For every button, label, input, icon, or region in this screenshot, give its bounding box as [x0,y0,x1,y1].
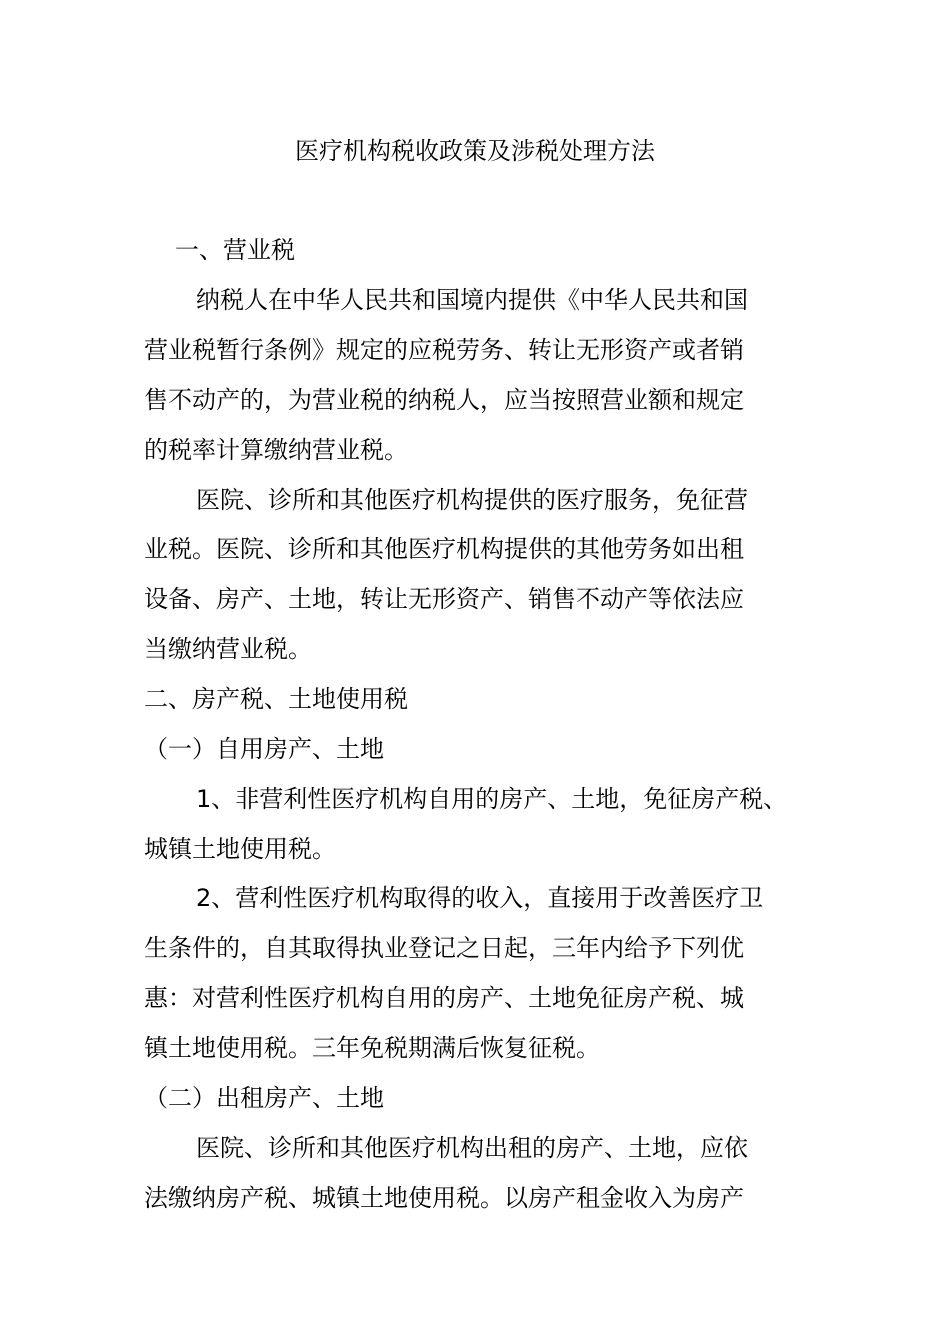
heading-property-land-tax: 二、房产税、土地使用税 [144,685,408,713]
paragraph-line: 医院、诊所和其他医疗机构出租的房产、土地，应依 [196,1134,748,1162]
paragraph-line: 2、营利性医疗机构取得的收入，直接用于改善医疗卫 [196,884,764,912]
subheading-self-use: （一）自用房产、土地 [144,735,384,763]
paragraph-line: 医院、诊所和其他医疗机构提供的医疗服务，免征营 [196,486,748,514]
paragraph-line: 营业税暂行条例》规定的应税劳务、转让无形资产或者销 [144,336,744,364]
document-title: 医疗机构税收政策及涉税处理方法 [295,137,655,165]
paragraph-line: 城镇土地使用税。 [144,835,336,863]
paragraph-line: 镇土地使用税。三年免税期满后恢复征税。 [144,1034,600,1062]
paragraph-line: 业税。医院、诊所和其他医疗机构提供的其他劳务如出租 [144,535,744,563]
paragraph-line: 售不动产的，为营业税的纳税人，应当按照营业额和规定 [144,386,744,414]
paragraph-line: 法缴纳房产税、城镇土地使用税。以房产租金收入为房产 [144,1184,744,1212]
paragraph-line: 生条件的，自其取得执业登记之日起，三年内给予下列优 [144,934,744,962]
paragraph-line: 惠：对营利性医疗机构自用的房产、土地免征房产税、城 [144,984,744,1012]
paragraph-line: 当缴纳营业税。 [144,635,312,663]
paragraph-line: 1、非营利性医疗机构自用的房产、土地，免征房产税、 [196,785,788,813]
paragraph-line: 纳税人在中华人民共和国境内提供《中华人民共和国 [196,286,748,314]
paragraph-line: 设备、房产、土地，转让无形资产、销售不动产等依法应 [144,585,744,613]
heading-business-tax: 一、营业税 [175,236,295,264]
paragraph-line: 的税率计算缴纳营业税。 [144,436,408,464]
subheading-rental: （二）出租房产、土地 [144,1084,384,1112]
